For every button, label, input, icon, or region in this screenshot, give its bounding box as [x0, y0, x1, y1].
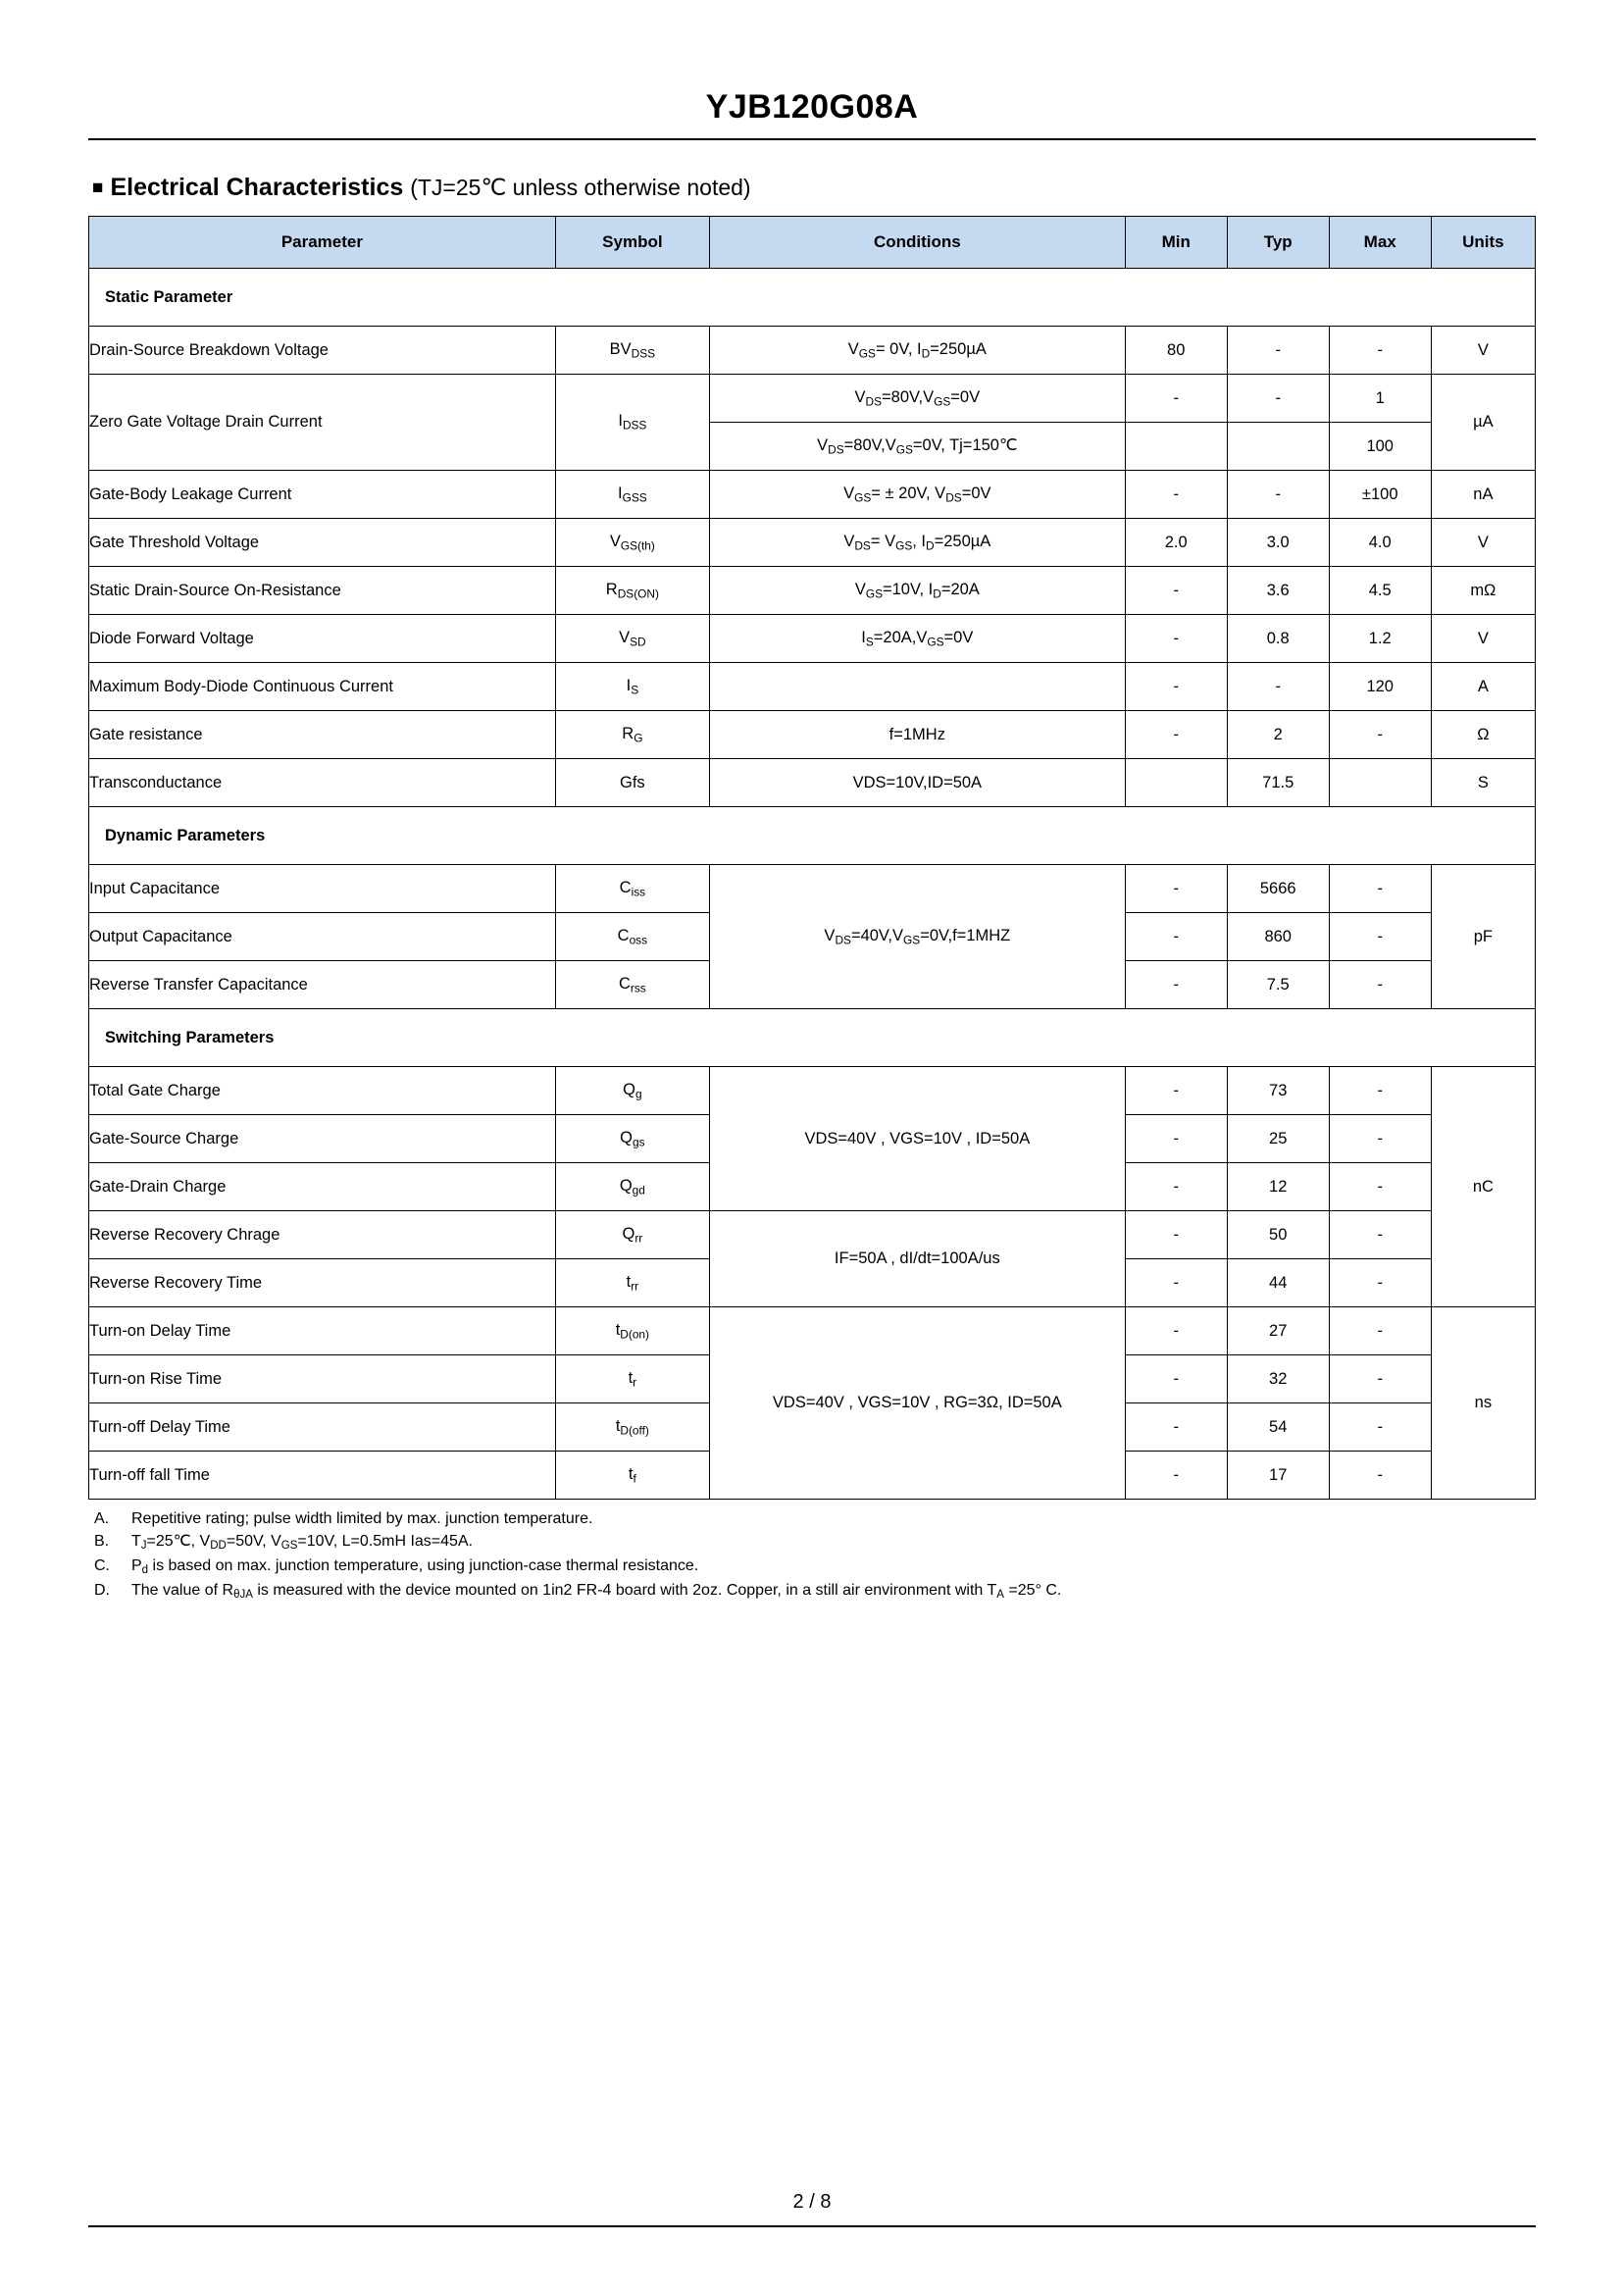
- footnote-text: The value of $R_{\theta JA}$ is measured with the device mounted on 1in2 FR-4 board with 2oz. Copper, in a still air environment with $T_A =25^\circ$ C.: [131, 1582, 1062, 1602]
- header-units: Units: [1431, 217, 1535, 269]
- row-symbol: [555, 759, 709, 807]
- symbol-sub: f: [633, 1471, 636, 1486]
- row-parameter: Turn-off fall Time: [89, 1452, 556, 1500]
- footnote-item: [88, 1507, 1536, 1530]
- row-min: -: [1125, 567, 1227, 615]
- table-row: [89, 759, 1536, 807]
- row-symbol: [555, 1452, 709, 1500]
- symbol-main: Gfs: [620, 773, 645, 791]
- row-typ: -: [1227, 375, 1329, 423]
- row-typ: 860: [1227, 913, 1329, 961]
- row-parameter: Zero Gate Voltage Drain Current: [89, 375, 556, 471]
- row-units: V: [1431, 327, 1535, 375]
- row-conditions: $V_{GS}= 0V$, $I_D=250\mu A$: [709, 327, 1125, 375]
- row-parameter: Turn-on Delay Time: [89, 1307, 556, 1355]
- row-units: ns: [1431, 1307, 1535, 1500]
- row-symbol: [555, 663, 709, 711]
- row-min: -: [1125, 1307, 1227, 1355]
- row-max: 4.0: [1329, 519, 1431, 567]
- row-symbol: [555, 1259, 709, 1307]
- row-typ: -: [1227, 471, 1329, 519]
- row-typ: 17: [1227, 1452, 1329, 1500]
- row-symbol: [555, 567, 709, 615]
- row-symbol: [555, 865, 709, 913]
- row-max: 1: [1329, 375, 1431, 423]
- row-conditions: $V_{DS}=40V,V_{GS}=0V,f=1MHZ$: [709, 865, 1125, 1009]
- symbol-main: t: [615, 1320, 621, 1339]
- electrical-characteristics-table: [88, 216, 1536, 1500]
- symbol-main: Q: [620, 1128, 633, 1147]
- row-typ: 12: [1227, 1163, 1329, 1211]
- section-heading-bold: Electrical Characteristics: [110, 174, 404, 201]
- row-parameter: Gate-Drain Charge: [89, 1163, 556, 1211]
- footnote-text: $T_J=25℃$, $V_{DD}=50V$, $V_{GS}=10V$, L=0.5mH Ias=45A.: [131, 1533, 474, 1553]
- row-parameter: Maximum Body-Diode Continuous Current: [89, 663, 556, 711]
- table-row: [89, 327, 1536, 375]
- row-parameter: Transconductance: [89, 759, 556, 807]
- symbol-sub: g: [634, 1087, 642, 1101]
- row-max: 100: [1329, 423, 1431, 471]
- row-symbol: [555, 913, 709, 961]
- row-min: [1125, 759, 1227, 807]
- row-max: -: [1329, 1452, 1431, 1500]
- row-symbol: [555, 1115, 709, 1163]
- symbol-sub: G: [634, 731, 643, 745]
- symbol-main: C: [617, 926, 630, 944]
- row-max: -: [1329, 1307, 1431, 1355]
- header-max: Max: [1329, 217, 1431, 269]
- row-max: -: [1329, 1259, 1431, 1307]
- row-max: [1329, 759, 1431, 807]
- row-units: pF: [1431, 865, 1535, 1009]
- row-conditions: $I_S=20A,V_{GS}=0V$: [709, 615, 1125, 663]
- symbol-main: Q: [619, 1176, 633, 1195]
- row-min: -: [1125, 1355, 1227, 1403]
- table-row: [89, 711, 1536, 759]
- row-typ: 32: [1227, 1355, 1329, 1403]
- row-symbol: [555, 327, 709, 375]
- row-max: -: [1329, 327, 1431, 375]
- row-symbol: [555, 1163, 709, 1211]
- header-parameter: Parameter: [89, 217, 556, 269]
- row-units: V: [1431, 519, 1535, 567]
- row-typ: 3.0: [1227, 519, 1329, 567]
- footnote-label: B.: [94, 1533, 110, 1551]
- row-max: -: [1329, 1067, 1431, 1115]
- row-conditions: f=1MHz: [709, 711, 1125, 759]
- row-max: ±100: [1329, 471, 1431, 519]
- row-min: -: [1125, 711, 1227, 759]
- symbol-sub: DS(ON): [617, 586, 659, 601]
- footnote-label: D.: [94, 1582, 110, 1599]
- table-row: [89, 1307, 1536, 1355]
- row-parameter: Gate Threshold Voltage: [89, 519, 556, 567]
- table-row: [89, 1211, 1536, 1259]
- row-max: -: [1329, 1163, 1431, 1211]
- footnotes: [88, 1507, 1536, 1604]
- row-symbol: [555, 375, 709, 471]
- row-conditions: IF=50A , dI/dt=100A/us: [709, 1211, 1125, 1307]
- row-symbol: [555, 711, 709, 759]
- row-max: -: [1329, 913, 1431, 961]
- symbol-main: I: [618, 484, 623, 502]
- row-typ: 3.6: [1227, 567, 1329, 615]
- row-typ: 73: [1227, 1067, 1329, 1115]
- row-conditions: $V_{DS}=80V,V_{GS}=0V$, Tj=150℃: [709, 423, 1125, 471]
- row-min: -: [1125, 1067, 1227, 1115]
- row-typ: 5666: [1227, 865, 1329, 913]
- table-row: [89, 1067, 1536, 1115]
- footnote-item: [88, 1555, 1536, 1579]
- footnote-text: $P_d$ is based on max. junction temperature, using junction-case thermal resistance.: [131, 1557, 699, 1577]
- row-units: nC: [1431, 1067, 1535, 1307]
- footnote-label: C.: [94, 1557, 110, 1575]
- bullet-icon: ■: [92, 178, 104, 198]
- section-heading: [92, 174, 1536, 202]
- group-label: Dynamic Parameters: [89, 807, 1536, 865]
- header-min: Min: [1125, 217, 1227, 269]
- row-typ: 54: [1227, 1403, 1329, 1452]
- row-parameter: Reverse Recovery Time: [89, 1259, 556, 1307]
- row-parameter: Gate resistance: [89, 711, 556, 759]
- symbol-main: Q: [623, 1080, 635, 1098]
- row-typ: 2: [1227, 711, 1329, 759]
- row-min: [1125, 423, 1227, 471]
- row-symbol: [555, 471, 709, 519]
- symbol-sub: rss: [630, 981, 646, 995]
- header-typ: Typ: [1227, 217, 1329, 269]
- row-max: -: [1329, 1211, 1431, 1259]
- row-max: 4.5: [1329, 567, 1431, 615]
- row-conditions: VDS=40V , VGS=10V , RG=3Ω, ID=50A: [709, 1307, 1125, 1500]
- row-conditions: $V_{DS}=80V,V_{GS}=0V$: [709, 375, 1125, 423]
- symbol-sub: D(off): [620, 1423, 649, 1438]
- row-typ: 7.5: [1227, 961, 1329, 1009]
- row-typ: 25: [1227, 1115, 1329, 1163]
- row-units: nA: [1431, 471, 1535, 519]
- row-typ: -: [1227, 663, 1329, 711]
- page-number: 2 / 8: [792, 2191, 832, 2213]
- row-min: -: [1125, 1403, 1227, 1452]
- row-conditions: VDS=40V , VGS=10V , ID=50A: [709, 1067, 1125, 1211]
- symbol-sub: rr: [634, 1231, 643, 1246]
- symbol-sub: D(on): [620, 1327, 649, 1342]
- symbol-main: V: [609, 532, 621, 550]
- row-parameter: Reverse Transfer Capacitance: [89, 961, 556, 1009]
- row-symbol: [555, 1355, 709, 1403]
- symbol-main: BV: [609, 339, 632, 358]
- row-typ: 44: [1227, 1259, 1329, 1307]
- page-footer: [88, 2191, 1536, 2235]
- row-min: -: [1125, 615, 1227, 663]
- row-parameter: Gate-Source Charge: [89, 1115, 556, 1163]
- row-typ: 71.5: [1227, 759, 1329, 807]
- group-row-dynamic: [89, 807, 1536, 865]
- title-divider: [88, 138, 1536, 140]
- table-row: [89, 471, 1536, 519]
- row-symbol: [555, 615, 709, 663]
- row-max: 1.2: [1329, 615, 1431, 663]
- row-typ: [1227, 423, 1329, 471]
- row-min: -: [1125, 471, 1227, 519]
- row-units: V: [1431, 615, 1535, 663]
- footnote-label: A.: [94, 1510, 110, 1527]
- footer-divider: [88, 2225, 1536, 2227]
- row-conditions: VDS=10V,ID=50A: [709, 759, 1125, 807]
- row-parameter: Input Capacitance: [89, 865, 556, 913]
- row-symbol: [555, 1211, 709, 1259]
- symbol-main: t: [615, 1416, 621, 1435]
- row-parameter: Diode Forward Voltage: [89, 615, 556, 663]
- row-typ: -: [1227, 327, 1329, 375]
- header-conditions: Conditions: [709, 217, 1125, 269]
- symbol-sub: iss: [631, 885, 646, 899]
- symbol-sub: S: [631, 683, 639, 697]
- row-max: -: [1329, 1403, 1431, 1452]
- symbol-sub: oss: [629, 933, 648, 947]
- table-header-row: [89, 217, 1536, 269]
- row-conditions: [709, 663, 1125, 711]
- row-max: -: [1329, 711, 1431, 759]
- row-parameter: Reverse Recovery Chrage: [89, 1211, 556, 1259]
- symbol-sub: rr: [631, 1279, 639, 1294]
- page-title: YJB120G08A: [705, 88, 919, 126]
- row-parameter: Output Capacitance: [89, 913, 556, 961]
- group-label: Static Parameter: [89, 269, 1536, 327]
- symbol-sub: r: [633, 1375, 637, 1390]
- row-parameter: Total Gate Charge: [89, 1067, 556, 1115]
- symbol-main: t: [628, 1464, 634, 1483]
- row-conditions: $V_{GS}=10V$, $I_D=20A$: [709, 567, 1125, 615]
- row-parameter: Static Drain-Source On-Resistance: [89, 567, 556, 615]
- symbol-sub: SD: [630, 635, 646, 649]
- row-units: Ω: [1431, 711, 1535, 759]
- symbol-sub: DSS: [622, 418, 647, 433]
- row-min: -: [1125, 961, 1227, 1009]
- row-conditions: $V_{GS}= \pm 20V$, $V_{DS}=0V$: [709, 471, 1125, 519]
- symbol-main: I: [618, 412, 623, 431]
- footnote-item: [88, 1530, 1536, 1555]
- table-row: [89, 519, 1536, 567]
- symbol-main: C: [619, 878, 632, 896]
- row-min: 80: [1125, 327, 1227, 375]
- row-min: -: [1125, 913, 1227, 961]
- row-units: S: [1431, 759, 1535, 807]
- row-min: -: [1125, 1163, 1227, 1211]
- row-symbol: [555, 519, 709, 567]
- row-typ: 50: [1227, 1211, 1329, 1259]
- row-max: -: [1329, 1115, 1431, 1163]
- section-heading-condition: (TJ=25℃ unless otherwise noted): [410, 175, 751, 200]
- row-max: -: [1329, 865, 1431, 913]
- table-row: [89, 865, 1536, 913]
- symbol-sub: gd: [632, 1183, 645, 1198]
- row-parameter: Turn-off Delay Time: [89, 1403, 556, 1452]
- row-parameter: Turn-on Rise Time: [89, 1355, 556, 1403]
- row-conditions: $V_{DS}= V_{GS}$, $I_D=250\mu A$: [709, 519, 1125, 567]
- symbol-sub: GSS: [622, 490, 647, 505]
- symbol-main: R: [605, 580, 618, 598]
- table-row: [89, 375, 1536, 423]
- table-row: [89, 663, 1536, 711]
- row-min: -: [1125, 663, 1227, 711]
- row-parameter: Drain-Source Breakdown Voltage: [89, 327, 556, 375]
- row-min: -: [1125, 375, 1227, 423]
- symbol-main: t: [628, 1368, 634, 1387]
- symbol-main: R: [622, 724, 634, 742]
- footnote-item: [88, 1579, 1536, 1604]
- footnote-text: Repetitive rating; pulse width limited by max. junction temperature.: [131, 1510, 593, 1527]
- row-parameter: Gate-Body Leakage Current: [89, 471, 556, 519]
- row-min: -: [1125, 1452, 1227, 1500]
- group-row-static: [89, 269, 1536, 327]
- row-min: -: [1125, 1115, 1227, 1163]
- row-min: -: [1125, 865, 1227, 913]
- header-symbol: Symbol: [555, 217, 709, 269]
- group-row-switching: [89, 1009, 1536, 1067]
- table-row: [89, 615, 1536, 663]
- symbol-main: t: [626, 1272, 632, 1291]
- symbol-main: Q: [622, 1224, 635, 1243]
- row-symbol: [555, 1307, 709, 1355]
- symbol-main: V: [619, 628, 631, 646]
- row-typ: 27: [1227, 1307, 1329, 1355]
- row-max: 120: [1329, 663, 1431, 711]
- symbol-sub: GS(th): [620, 538, 655, 553]
- row-min: -: [1125, 1259, 1227, 1307]
- row-units: A: [1431, 663, 1535, 711]
- symbol-sub: gs: [633, 1135, 645, 1149]
- row-units: µA: [1431, 375, 1535, 471]
- row-symbol: [555, 1403, 709, 1452]
- row-symbol: [555, 1067, 709, 1115]
- row-typ: 0.8: [1227, 615, 1329, 663]
- row-min: 2.0: [1125, 519, 1227, 567]
- symbol-main: I: [626, 676, 632, 694]
- table-row: [89, 567, 1536, 615]
- row-units: mΩ: [1431, 567, 1535, 615]
- symbol-main: C: [618, 974, 631, 993]
- symbol-sub: DSS: [631, 346, 656, 361]
- row-symbol: [555, 961, 709, 1009]
- row-max: -: [1329, 961, 1431, 1009]
- group-label: Switching Parameters: [89, 1009, 1536, 1067]
- row-max: -: [1329, 1355, 1431, 1403]
- row-min: -: [1125, 1211, 1227, 1259]
